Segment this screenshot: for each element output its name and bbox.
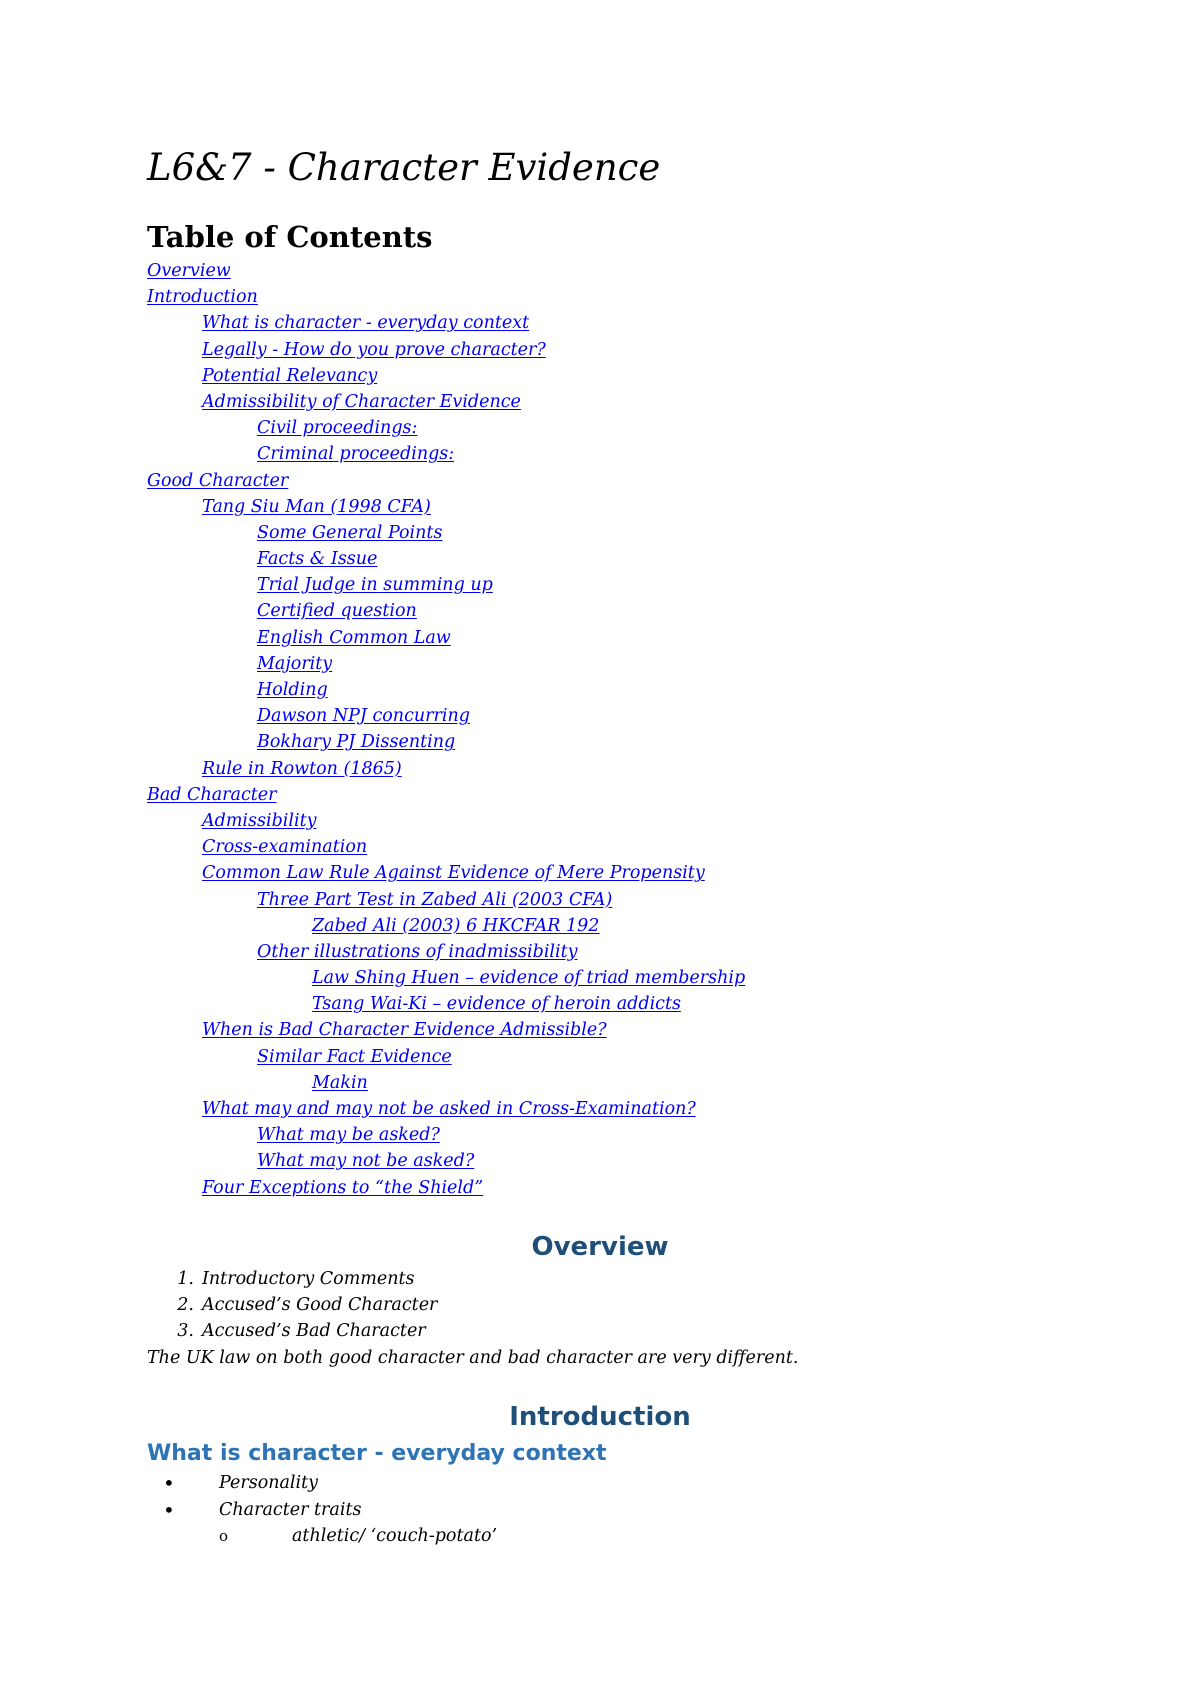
toc-item [147, 415, 745, 441]
toc-item [147, 441, 745, 467]
toc-item [147, 1148, 745, 1174]
toc-link[interactable]: Bokhary PJ Dissenting [257, 732, 456, 753]
toc-item [147, 389, 745, 415]
bullet-icon: • [163, 1471, 175, 1495]
toc-link[interactable]: Tsang Wai-Ki – evidence of heroin addicts [312, 994, 681, 1015]
toc-item [147, 756, 745, 782]
toc-link[interactable]: Admissibility of Character Evidence [202, 391, 521, 412]
toc-link[interactable]: Civil proceedings: [257, 418, 418, 439]
toc-item [147, 625, 745, 651]
toc-item [147, 808, 745, 834]
list-item [147, 1470, 497, 1497]
bullet-icon: • [163, 1497, 175, 1522]
toc-link[interactable]: When is Bad Character Evidence Admissible? [202, 1020, 607, 1041]
toc-link[interactable]: Majority [257, 653, 333, 674]
toc-item [147, 310, 745, 336]
toc-link[interactable]: Zabed Ali (2003) 6 HKCFAR 192 [312, 915, 600, 936]
overview-numbered-list [147, 1266, 437, 1345]
list-item-text: Personality [219, 1473, 319, 1493]
toc-item [147, 913, 745, 939]
toc-link[interactable]: Cross-examination [202, 837, 368, 858]
document-title: L6&7 - Character Evidence [147, 146, 661, 189]
toc-link[interactable]: What may not be asked? [257, 1151, 475, 1172]
toc-item [147, 782, 745, 808]
toc-item [147, 546, 745, 572]
list-item [147, 1266, 437, 1292]
overview-heading: Overview [531, 1232, 669, 1262]
toc-item [147, 1044, 745, 1070]
toc-link[interactable]: Introduction [147, 287, 258, 308]
toc-item [147, 651, 745, 677]
list-item [147, 1523, 497, 1550]
list-item-text: Accused’s Bad Character [202, 1321, 426, 1342]
toc-link[interactable]: Holding [257, 680, 328, 700]
toc-link[interactable]: Law Shing Huen – evidence of triad membership [312, 968, 746, 989]
toc-item [147, 363, 745, 389]
toc-link[interactable]: Tang Siu Man (1998 CFA) [202, 496, 431, 517]
toc-link[interactable]: Makin [312, 1072, 368, 1093]
toc-item [147, 572, 745, 598]
toc-link[interactable]: Bad Character [147, 784, 277, 805]
toc-item [147, 284, 745, 310]
list-item-text: athletic/ ‘couch-potato’ [292, 1526, 498, 1546]
toc-item [147, 1122, 745, 1148]
toc-item [147, 494, 745, 520]
introduction-heading: Introduction [509, 1402, 691, 1432]
list-item [147, 1497, 497, 1524]
toc-item [147, 991, 745, 1017]
toc-item [147, 1017, 745, 1043]
toc-item [147, 258, 745, 284]
list-number: 3. [177, 1321, 194, 1342]
list-item-text: Introductory Comments [202, 1269, 415, 1289]
toc-item [147, 860, 745, 886]
toc-link[interactable]: Overview [147, 261, 231, 281]
toc-link[interactable]: What may and may not be asked in Cross-Examination? [202, 1099, 696, 1119]
everyday-context-subheading: What is character - everyday context [147, 1441, 607, 1466]
toc-link[interactable]: Three Part Test in Zabed Ali (2003 CFA) [257, 889, 613, 910]
toc-link[interactable]: What is character - everyday context [202, 313, 530, 334]
toc-link[interactable]: Good Character [147, 470, 289, 491]
list-item-text: Accused’s Good Character [202, 1295, 438, 1316]
overview-paragraph: The UK law on both good character and bad character are very different. [147, 1348, 799, 1368]
hollow-bullet-icon: o [219, 1527, 229, 1545]
toc-item [147, 965, 745, 991]
toc-link[interactable]: Certified question [257, 601, 417, 622]
toc-item [147, 939, 745, 965]
table-of-contents [147, 258, 745, 1201]
introduction-bullet-list [147, 1470, 497, 1550]
toc-link[interactable]: Four Exceptions to “the Shield” [202, 1177, 484, 1198]
list-number: 2. [177, 1295, 194, 1316]
toc-heading: Table of Contents [147, 220, 433, 254]
list-item-text: Character traits [219, 1499, 362, 1520]
toc-link[interactable]: Dawson NPJ concurring [257, 706, 470, 727]
toc-item [147, 1070, 745, 1096]
toc-link[interactable]: Facts & Issue [257, 549, 378, 570]
list-item [147, 1318, 437, 1344]
toc-item [147, 729, 745, 755]
toc-link[interactable]: Legally - How do you prove character? [202, 339, 546, 360]
toc-item [147, 677, 745, 703]
toc-link[interactable]: Rule in Rowton (1865) [202, 758, 402, 779]
toc-link[interactable]: What may be asked? [257, 1125, 440, 1146]
toc-link[interactable]: Criminal proceedings: [257, 444, 455, 465]
toc-item [147, 1175, 745, 1201]
toc-link[interactable]: English Common Law [257, 627, 451, 648]
toc-link[interactable]: Similar Fact Evidence [257, 1046, 452, 1067]
toc-link[interactable]: Potential Relevancy [202, 365, 378, 386]
toc-item [147, 1096, 745, 1122]
toc-item [147, 703, 745, 729]
toc-link[interactable]: Other illustrations of inadmissibility [257, 941, 578, 962]
toc-item [147, 468, 745, 494]
list-number: 1. [177, 1269, 194, 1289]
toc-link[interactable]: Admissibility [202, 810, 317, 831]
toc-link[interactable]: Common Law Rule Against Evidence of Mere Propensity [202, 863, 705, 884]
toc-item [147, 598, 745, 624]
toc-item [147, 834, 745, 860]
toc-item [147, 520, 745, 546]
list-item [147, 1292, 437, 1318]
toc-item [147, 337, 745, 363]
toc-link[interactable]: Trial Judge in summing up [257, 575, 493, 596]
toc-item [147, 887, 745, 913]
toc-link[interactable]: Some General Points [257, 522, 443, 543]
